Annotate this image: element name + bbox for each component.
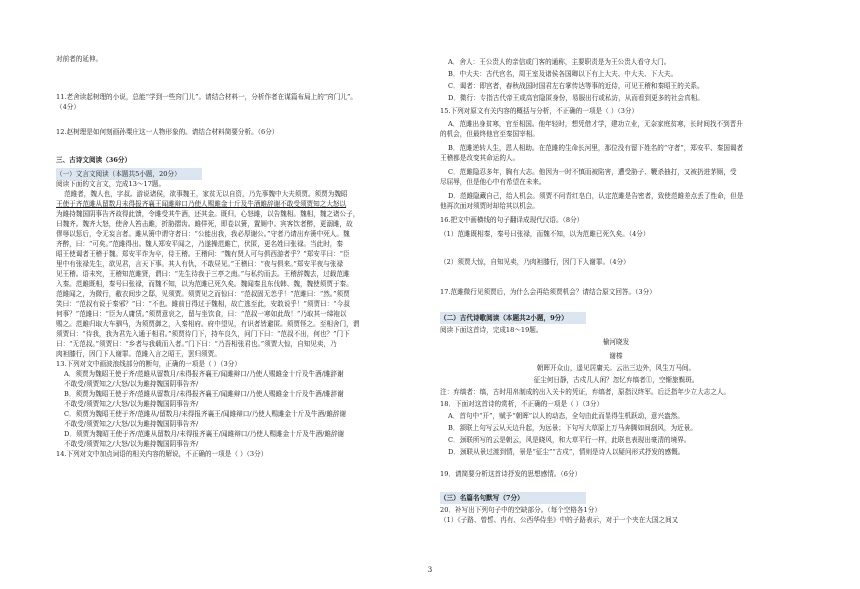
right-column-line: 阅读下面这首诗，完成18～19题。 xyxy=(440,326,543,334)
right-column-line: B．范雎逆转人生，恩人相助。在范雎的生命长河里，那位没有留下姓名的“守者”，郑安平、秦国谒者 xyxy=(448,144,744,152)
right-column-line: C．范雎隐忍多年，胸有大志。他因为一时不慎而被陷害，遭受胁子、鞭杀抽打，又被扔进茅厕，受 xyxy=(448,168,737,176)
right-column-line: 征尘何日静，古戍几人闲？忽忆弃缟者①，空惭旅鬓斑。 xyxy=(533,376,699,384)
page-number: 3 xyxy=(427,566,433,574)
left-column-line: 昭王使谒者王稽于魏。郑安平诈为卒，侍王稽。王稽问：“魏有贤人可与俱西游者乎？”郑安平曰：“臣 xyxy=(56,250,350,258)
right-column-line: 尽屈辱，但是他心中有希望在未来。 xyxy=(440,178,546,186)
right-column-line: A．首句中“开”，赋予“朝晖”以人的动态，全句由此而显得生机跃动，意兴盎然。 xyxy=(448,412,684,420)
right-column-line: B．颔联上句写云从天边升起，为远景；下句写大草原上万马奔腾如间刮风，为近景。 xyxy=(448,424,697,432)
left-column-line: 齐醉，曰：“可矣。”范雎得出。魏人郑安平闻之，乃遂操范雎亡，伏匿，更名姓曰张禄。当此时，秦 xyxy=(56,240,343,248)
left-column-line: 何事？”范雎曰：“臣为人庸赁。”须贾意哀之，留与坐饮食，曰：“范叔一寒如此哉！”乃取其一绨袍以 xyxy=(56,310,347,318)
left-column-line: 不敢受/须贾知之/大怒/以为雎持魏国阴事告齐/ xyxy=(64,400,199,408)
right-column-line: D．微行：专指古代帝王或高官隐匿身份，易服出行或私访，从而看到更多的社会真相。 xyxy=(448,94,704,102)
left-column-line: （4分） xyxy=(56,103,80,111)
right-column-line: 朝晖开众山，遥见居庸关。云出三边外，风生万马间。 xyxy=(536,364,696,372)
left-column-line: A．须贾为魏昭王使于齐/范雎从留数月/未得报齐襄王/闻雎辩口/乃使人赐雎金十斤及牛酒/雎辞谢 xyxy=(64,370,344,378)
right-column-line: D．颈联从景过渡到情，景是“征尘”“古戍”，情则是诗人以疑问形式抒发的感慨。 xyxy=(448,448,685,456)
left-column-line: 须贾曰：“待我，我为君先入通于相君。”须贾待门下，持车良久，问门下曰：“范叔不出，何也？”门下 xyxy=(56,330,350,338)
left-column-line: 王使于齐范雎从留数月未得报齐襄王闻雎辩口乃使人赐雎金十斤及牛酒雎辞谢不敢受须贾知之大怒以 xyxy=(56,200,347,208)
left-column-line: 赐之。范雎归取大车驷马，为须贾御之，入秦相府。府中望见，有识者皆避匿。须贾怪之。至相舍门，谓 xyxy=(56,320,360,328)
left-column-line: 11.老舍读起树理的小说，总能“学到一些窍门儿”。请结合材料一，分析作者在谋篇布局上的“窍门儿”。 xyxy=(56,93,357,101)
left-column-line: 不敢受/须贾知之/大怒/以为雎持魏国阴事告齐/ xyxy=(64,420,199,428)
left-column-line: 三、古诗文阅读（36分） xyxy=(56,156,132,164)
left-column xyxy=(56,0,408,589)
right-column-line: （二）古代诗歌阅读（本题共2小题，9分） xyxy=(440,314,568,322)
right-column-line: A．范雎出身贫寒，官至相国。他年轻时，想凭借才学，建功立业，无奈家庭贫寒，长时间找不到晋升 xyxy=(448,120,743,128)
left-column-line: 见王稽。语未究，王稽知范雎贤，谓曰：“先生待我于三亭之南。”与私约而去。王稽辞魏去，过载范雎 xyxy=(56,270,350,278)
right-column-line: B．中大夫：古代官名，周王室及诸侯各国卿以下有上大夫、中大夫、下大夫。 xyxy=(448,70,678,78)
left-column-line: 范雎闻之，为微行，敝衣间步之邸，见须贾。须贾见之而惊曰：“范叔固无恙乎！”范雎曰：“然。”须贾 xyxy=(56,290,350,298)
right-column-line: 王稽都是改变其命运的人。 xyxy=(440,154,520,162)
left-column-line: 13.下列对文中画波浪线部分的断句，正确的一项是（ ）（3分） xyxy=(56,360,241,368)
left-column-line: 12.赵树理是如何刻画孙粟庄这一人物形象的。请结合材料简要分析。（6分） xyxy=(56,128,279,136)
left-column-line: 僇辱以惩后，令无妄言者。雎从箦中谓守者曰：“公能出我，我必厚谢公。”守者乃请出弃箦中死人。魏 xyxy=(56,230,350,238)
right-column-line: 注：弃缟者：缟，古时用帛制成的出入关卡的凭证，弃缟者，原指汉终军。后泛指年少立大志之人。 xyxy=(440,388,731,396)
right-column-line: 17.范雎微行见须贾后，为什么会再给须贾机会？请结合原文回答。（3分） xyxy=(440,288,656,296)
right-column-line: 他再次面对须贾时却给其以机会。 xyxy=(440,202,539,210)
left-column-line: 曰魏齐。魏齐大怒，使舍人笞击雎，折胁摺齿。雎佯死，即卷以箦，置厕中。宾客饮者醉，更溺雎，故 xyxy=(56,220,353,228)
left-column-line: 笑曰：“范叔有说于秦邪？”曰：“不也。雎前日得过于魏相，故亡逃至此，安敢说乎！”须贾曰：“今叔 xyxy=(56,300,350,308)
left-column-line: B．须贾为魏昭王使于齐/范雎从留数月/未得报齐襄王/闻雎辩口/乃使人赐雎金十斤及牛酒/雎辞谢 xyxy=(64,390,344,398)
left-column-line: D．须贾为魏昭王使于齐/范雎从留数月/未得报齐襄王/闻雎辩口/乃使人赐雎金十斤及牛酒/雎辞谢 xyxy=(64,430,345,438)
left-column-line: 入秦。范雎既相，秦号曰张禄，而魏不知，以为范雎已死久矣。魏闻秦且东伐韩、魏，魏使须贾于秦。 xyxy=(56,280,353,288)
right-column-line: 19．请简要分析这首诗抒发的思想感情。（6分） xyxy=(440,470,582,478)
right-column-line: 15.下列对原文有关内容的概括与分析，不正确的一项是（ ）（3分） xyxy=(440,107,639,115)
right-column-line: C．颈联所写的云是朝云，风是晓风，和大草平行一样，此联也表现出豪清的境界。 xyxy=(448,436,691,444)
left-column-line: （一）文言文阅读（本题共5小题，20分） xyxy=(56,170,181,178)
right-column-line: （三）名篇名句默写（7分） xyxy=(440,494,524,502)
left-column-line: 对前者的延伸。 xyxy=(56,55,103,63)
left-column-line: 不敢受/须贾知之/大怒/以为雎持魏国阴事告齐/ xyxy=(64,380,199,388)
left-column-line: C．须贾为魏昭王使于齐/范雎从/留数月/未得报齐襄王/闻雎辩口/乃使人赐雎金十斤及牛酒/雎辞谢 xyxy=(64,410,347,418)
left-column-line: 肉袒膝行，因门下人谢罪。范雎入言之昭王，罢归须贾。 xyxy=(56,350,221,358)
right-column-line: （1）范雎既相秦，秦号曰张禄，而魏不知，以为范雎已死久矣。（4分） xyxy=(440,230,650,238)
right-column-line: A．舍人：王公贵人的亲信或门客的通称，主要职责是为王公贵人看守大门。 xyxy=(448,58,671,66)
right-column-line: （1）《子路、曾皙、冉有、公西华侍坐》中的子路表示，对于一个夹在大国之间又 xyxy=(440,516,679,524)
left-column-line: 14.下列对文中加点词语的相关内容的解说，不正确的一项是（ ）（3分） xyxy=(56,450,268,458)
left-column-line: 为雎持魏国阴事告齐故得此馈，令雎受其牛酒，还其金。既归，心怒雎，以告魏相。魏相，魏之诸公子， xyxy=(56,210,360,218)
left-column-line: 范雎者，魏人也，字叔。游说诸侯，欲事魏王，家贫无以自资，乃先事魏中大夫须贾。须贾为魏昭 xyxy=(64,190,348,198)
left-column-line: 不敢受/须贾知之/大怒/以为雎持魏国阴事告齐/ xyxy=(64,440,199,448)
right-column-line: （2）须贾大惊，自知见卖，乃肉袒膝行，因门下人谢罪。（4分） xyxy=(440,258,630,266)
left-column-line: 里中有张禄先生，欲见君，言天下事。其人有仇，不敢昼见。”王稽曰：“夜与俱来。”郑安平夜与张禄 xyxy=(56,260,344,268)
right-column-line: C．谒者：即宫者，春秋战国时国君左右掌传达等事的近侍，可见王稽和秦昭王的关系。 xyxy=(448,82,704,90)
right-column-line: 的机会，但最终他官至秦国宰相。 xyxy=(440,130,539,138)
right-column-line: 榆河晓发 xyxy=(602,338,630,346)
right-column-line: 16.把文中画横线的句子翻译成现代汉语。（8分） xyxy=(440,216,584,224)
right-column-line: 谢榛 xyxy=(609,352,623,360)
right-column-line: 18．下面对这首诗的赏析，不正确的一项是（ ）（3分） xyxy=(440,400,604,408)
right-column-line: 20．补写出下列句子中的空缺部分。（每个空格各1分） xyxy=(440,506,601,514)
left-column-line: 曰：“无范叔。”须贾曰：“乡者与我载而入者。”门下曰：“乃吾相张君也。”须贾大惊，自知见卖，乃 xyxy=(56,340,337,348)
left-column-line: 阅读下面的文言文，完成13～17题。 xyxy=(56,180,166,188)
right-column-line: D．范雎隐藏自己，给人机会。须贾不问青红皂白，认定范雎是告密者，致使范雎差点丢了性命，但是 xyxy=(448,192,744,200)
right-column xyxy=(440,0,792,589)
